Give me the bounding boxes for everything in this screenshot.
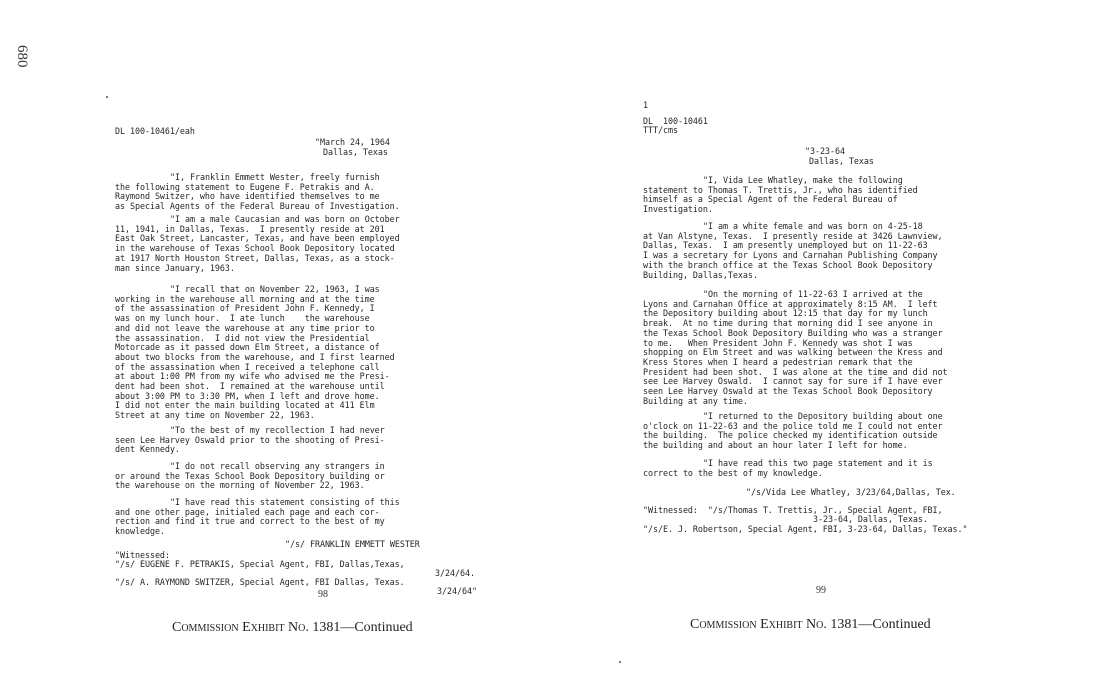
text-line: "I do not recall observing any strangers in bbox=[170, 461, 385, 471]
text-line: and one other page, initialed each page and each cor- bbox=[115, 506, 380, 517]
text-line: the Texas School Book Depository Building who was a stranger bbox=[643, 327, 943, 338]
right-caption bbox=[690, 617, 931, 633]
text-line: "To the best of my recollection I had never bbox=[170, 425, 385, 435]
left-witness-2-date: 3/24/64" bbox=[437, 586, 477, 596]
text-line: was on my lunch hour. I ate lunch the warehouse bbox=[115, 313, 370, 324]
right-para-1 bbox=[643, 176, 918, 215]
text-line: "I, Franklin Emmett Wester, freely furnish bbox=[170, 172, 380, 182]
scan-speck bbox=[619, 661, 621, 663]
right-file-reference-2: TTT/cms bbox=[643, 125, 678, 135]
text-line: Raymond Switzer, who have identified themselves to me bbox=[115, 191, 380, 202]
text-line: dent Kennedy. bbox=[115, 444, 180, 455]
text-line: East Oak Street, Lancaster, Texas, and have been employed bbox=[115, 233, 400, 244]
text-line: with the branch office at the Texas School Book Depository bbox=[643, 259, 933, 270]
left-witness-1: "/s/ EUGENE F. PETRAKIS, Special Agent, FBI, Dallas,Texas, bbox=[115, 559, 405, 569]
text-line: Street at any time on November 22, 1963. bbox=[115, 410, 315, 421]
text-line: at about 1:00 PM from my wife who advised me the Presi- bbox=[115, 371, 390, 382]
text-line: "On the morning of 11-22-63 I arrived at the bbox=[703, 289, 923, 299]
right-signature: "/s/Vida Lee Whatley, 3/23/64,Dallas, Tex. bbox=[746, 487, 956, 497]
left-witness-2: "/s/ A. RAYMOND SWITZER, Special Agent, FBI Dallas, Texas. bbox=[115, 577, 405, 587]
text-line: the following statement to Eugene F. Petrakis and A. bbox=[115, 181, 375, 192]
left-para-3 bbox=[115, 285, 395, 421]
left-para-5 bbox=[115, 462, 385, 491]
text-line: "I am a male Caucasian and was born on October bbox=[170, 214, 400, 224]
text-line: correct to the best of my knowledge. bbox=[643, 467, 823, 478]
left-page-number: 98 bbox=[318, 589, 328, 600]
text-line: "I have read this statement consisting of this bbox=[170, 497, 400, 507]
left-witness-1-date: 3/24/64. bbox=[435, 568, 475, 578]
right-para-3 bbox=[643, 290, 948, 406]
text-line: seen Lee Harvey Oswald prior to the shooting of Presi- bbox=[115, 434, 385, 445]
text-line: Lyons and Carnahan Office at approximately 8:15 AM. I left bbox=[643, 298, 938, 309]
text-line: Kress Stores when I heard a pedestrian remark that the bbox=[643, 356, 913, 367]
text-line: rection and find it true and correct to the best of my bbox=[115, 516, 385, 527]
text-line: 11, 1941, in Dallas, Texas. I presently reside at 201 bbox=[115, 223, 385, 234]
scan-speck bbox=[106, 96, 108, 98]
left-file-reference: DL 100-10461/eah bbox=[115, 126, 195, 136]
text-line: of the assassination of President John F. Kennedy, I bbox=[115, 303, 375, 314]
left-para-4 bbox=[115, 426, 385, 455]
text-line: knowledge. bbox=[115, 526, 165, 537]
margin-page-number: 680 bbox=[14, 45, 30, 68]
text-line: see Lee Harvey Oswald. I cannot say for sure if I have ever bbox=[643, 376, 943, 387]
text-line: dent had been shot. I remained at the warehouse until bbox=[115, 381, 385, 392]
left-caption-rest: 1381—Continued bbox=[308, 620, 413, 635]
text-line: "I recall that on November 22, 1963, I was bbox=[170, 284, 380, 294]
right-witnessed: "Witnessed: "/s/Thomas T. Trettis, Jr., Special Agent, FBI, bbox=[643, 505, 943, 515]
text-line: the assassination. I did not view the Presidential bbox=[115, 332, 370, 343]
text-line: the building. The police checked my identification outside bbox=[643, 430, 938, 441]
text-line: the warehouse on the morning of November 22, 1963. bbox=[115, 480, 365, 491]
right-para-2 bbox=[643, 222, 943, 280]
text-line: statement to Thomas T. Trettis, Jr., who has identified bbox=[643, 184, 918, 195]
text-line: shopping on Elm Street and was walking between the Kress and bbox=[643, 347, 943, 358]
text-line: in the warehouse of Texas School Book Depository located bbox=[115, 243, 395, 254]
left-para-2 bbox=[115, 215, 400, 273]
left-caption-prefix: Commission Exhibit No. bbox=[172, 620, 309, 635]
text-line: working in the warehouse all morning and at the time bbox=[115, 293, 375, 304]
text-line: I did not enter the main building located at 411 Elm bbox=[115, 400, 375, 411]
right-caption-rest: 1381—Continued bbox=[826, 617, 931, 632]
text-line: Investigation. bbox=[643, 204, 713, 215]
text-line: or around the Texas School Book Depository building or bbox=[115, 470, 385, 481]
text-line: o'clock on 11-22-63 and the police told me I could not enter bbox=[643, 420, 943, 431]
left-place-line: Dallas, Texas bbox=[323, 147, 388, 157]
text-line: Building at any time. bbox=[643, 395, 748, 406]
text-line: of the assassination when I received a telephone call bbox=[115, 361, 380, 372]
right-page-number: 99 bbox=[816, 585, 826, 596]
text-line: Motorcade as it passed down Elm Street, a distance of bbox=[115, 342, 380, 353]
text-line: seen Lee Harvey Oswald at the Texas School Book Depository bbox=[643, 386, 933, 397]
text-line: and did not leave the warehouse at any time prior to bbox=[115, 322, 375, 333]
right-place-line: Dallas, Texas bbox=[809, 156, 874, 166]
left-date-line: "March 24, 1964 bbox=[315, 137, 390, 147]
text-line: the Depository building about 12:15 that day for my lunch bbox=[643, 308, 928, 319]
left-para-1 bbox=[115, 173, 400, 212]
left-para-6 bbox=[115, 498, 400, 537]
left-witnessed-label: "Witnessed: bbox=[115, 550, 170, 560]
left-caption bbox=[172, 620, 413, 636]
right-date-line: "3-23-64 bbox=[805, 146, 845, 156]
text-line: at 1917 North Houston Street, Dallas, Texas, as a stock- bbox=[115, 252, 395, 263]
text-line: about 3:00 PM to 3:30 PM, when I left and drove home. bbox=[115, 390, 380, 401]
left-signature: "/s/ FRANKLIN EMMETT WESTER bbox=[285, 539, 420, 549]
text-line: "I, Vida Lee Whatley, make the following bbox=[703, 175, 903, 185]
text-line: as Special Agents of the Federal Bureau of Investigation. bbox=[115, 201, 400, 212]
right-para-5 bbox=[643, 459, 933, 478]
right-page-mark: 1 bbox=[643, 100, 648, 110]
text-line: President had been shot. I was alone at the time and did not bbox=[643, 366, 948, 377]
right-witness-2: "/s/E. J. Robertson, Special Agent, FBI, 3-23-64, Dallas, Texas." bbox=[643, 524, 968, 534]
text-line: "I returned to the Depository building about one bbox=[703, 411, 943, 421]
text-line: "I have read this two page statement and it is bbox=[703, 458, 933, 468]
text-line: break. At no time during that morning did I see anyone in bbox=[643, 318, 933, 329]
text-line: "I am a white female and was born on 4-25-18 bbox=[703, 221, 923, 231]
text-line: man since January, 1963. bbox=[115, 262, 235, 273]
text-line: I was a secretary for Lyons and Carnahan Publishing Company bbox=[643, 250, 938, 261]
text-line: himself as a Special Agent of the Federal Bureau of bbox=[643, 194, 898, 205]
text-line: Dallas, Texas. I am presently unemployed but on 11-22-63 bbox=[643, 240, 928, 251]
text-line: Building, Dallas,Texas. bbox=[643, 269, 758, 280]
right-para-4 bbox=[643, 412, 943, 451]
text-line: about two blocks from the warehouse, and I first learned bbox=[115, 351, 395, 362]
right-witnessed-date: 3-23-64, Dallas, Texas. bbox=[813, 514, 928, 524]
text-line: at Van Alstyne, Texas. I presently reside at 3426 Lawnview, bbox=[643, 230, 943, 241]
right-caption-prefix: Commission Exhibit No. bbox=[690, 617, 827, 632]
text-line: to me. When President John F. Kennedy was shot I was bbox=[643, 337, 913, 348]
right-file-reference: DL 100-10461 bbox=[643, 116, 708, 126]
text-line: the building and about an hour later I left for home. bbox=[643, 440, 908, 451]
